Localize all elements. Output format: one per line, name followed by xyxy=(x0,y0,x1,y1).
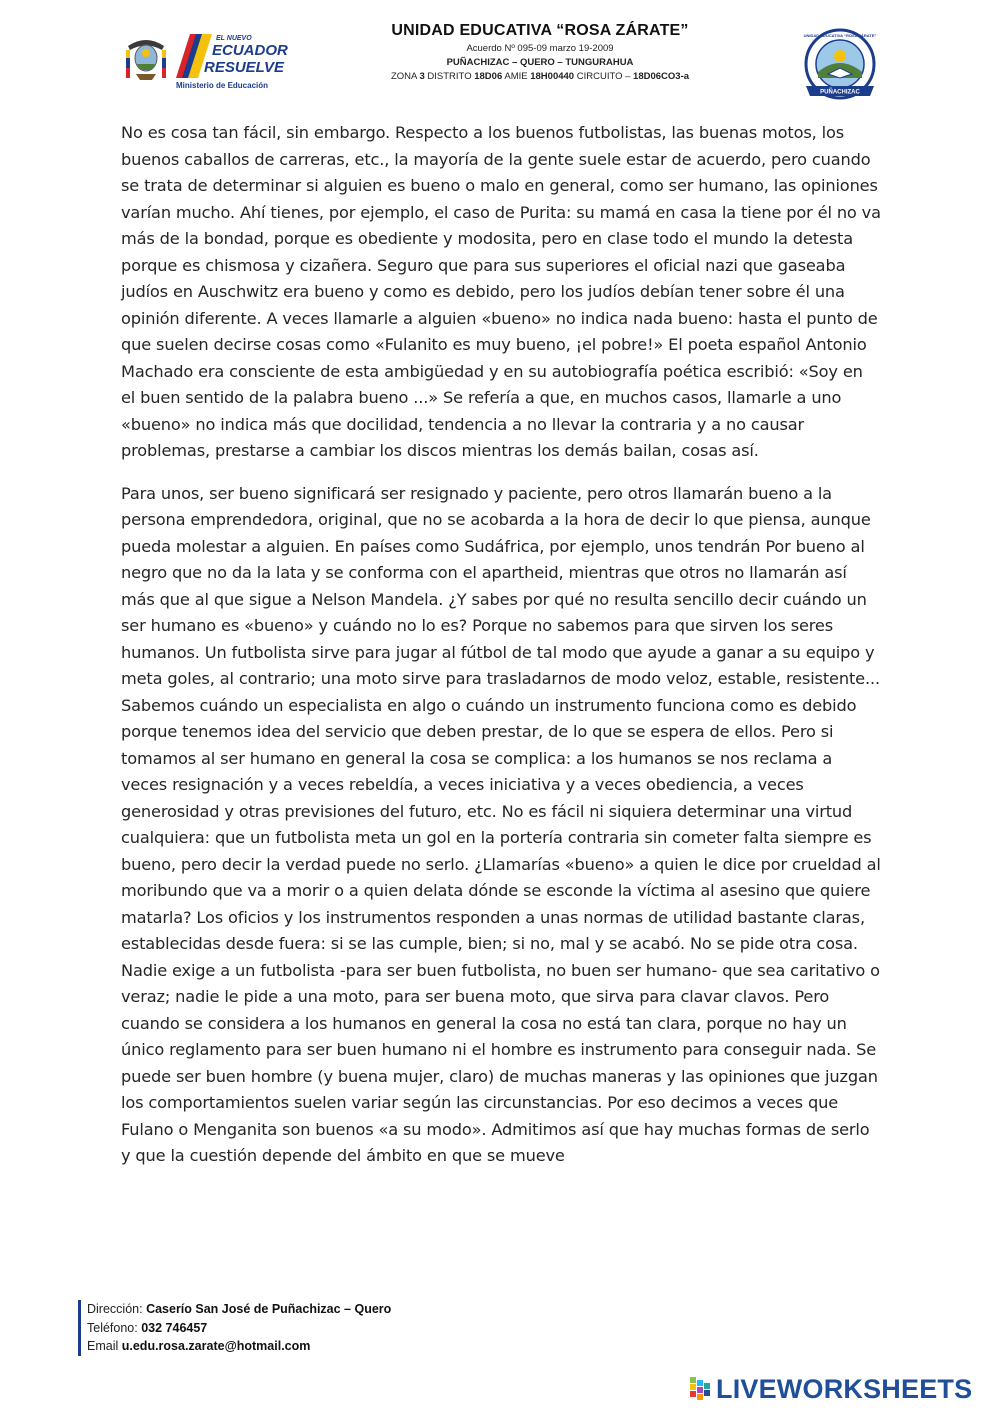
phone-value: 032 746457 xyxy=(141,1320,208,1335)
ecuador-coat-of-arms-icon xyxy=(122,32,170,84)
location-line: PUÑACHIZAC – QUERO – TUNGURAHUA xyxy=(446,57,634,68)
address-label: Dirección: xyxy=(87,1302,143,1316)
zone-line xyxy=(330,71,750,82)
logo-text-ministerio: Ministerio de Educación xyxy=(176,81,269,90)
amie-label: AMIE xyxy=(504,71,528,82)
zone-value: 3 xyxy=(419,71,425,82)
email-label: Email xyxy=(87,1339,119,1353)
paragraph-2: Para unos, ser bueno significará ser resignado y paciente, pero otros llamarán bueno a la persona emprendedora, original, que no se acobarda a la hora de decir lo que piensa, aunque pueda molestar a alguien. En países como Sudáfrica, por ejemplo, unos tendrán Por bueno al negro que no da la lata y se conforma con el apartheid, mientras que otros no llamarán así más que al que sigue a Nelson Mandela. ¿Y sabes por qué no resulta sencillo decir cuándo un ser humano es «bueno» y cuándo no lo es? Porque no sabemos para que sirven los seres humanos. Un futbolista sirve para jugar al fútbol de tal modo que ayude a ganar a su equipo y meta goles, al contrario; una moto sirve para trasladarnos de modo veloz, estable, resistente... Sabemos cuándo un especialista en algo o cuándo un instrumento funciona como es debido porque tenemos idea del servicio que deben prestar, de lo que se espera de ellos. Pero si tomamos al ser humano en general la cosa se complica: a los humanos se nos reclama a veces resignación y a veces rebeldía, a veces iniciativa y a veces obediencia, a veces generosidad y otras previsiones del futuro, etc. No es fácil ni siquiera determinar una virtud cualquiera: que un futbolista meta un gol en la portería contraria sin cometer falta siempre es bueno, pero decir la verdad puede no serlo. ¿Llamarías «bueno» a quien le dice por crueldad al moribundo que va a morir o a quien delata dónde se esconde la víctima al asesino que quiere matarla? Los oficios y los instrumentos responden a unas normas de utilidad bastante claras, establecidas desde fuera: si se las cumple, bien; si no, mal y se acabó. No se pide otra cosa. Nadie exige a un futbolista -para ser buen futbolista, no buen ser humano- que sea caritativo o veraz; nadie le pide a una moto, para ser buena moto, que sirva para clavar clavos. Pero cuando se considera a los humanos en general la cosa no está tan clara, porque no hay un único reglamento para ser buen humano ni el hombre es instrumento para conseguir nada. Se puede ser buen hombre (y buena mujer, claro) de muchas maneras y las opiniones que juzgan los comportamientos suelen variar según las circunstancias. Por eso decimos a veces que Fulano o Menganita son buenos «a su modo». Admitimos así que hay muchas formas de serlo y que la cuestión depende del ámbito en que se mueve xyxy=(121,483,881,1165)
district-value: 18D06 xyxy=(474,71,503,82)
contact-footer xyxy=(78,1300,391,1356)
seal-banner-text: PUÑACHIZAC xyxy=(820,89,860,96)
zone-label: ZONA xyxy=(390,71,417,82)
ecuador-resuelve-logo xyxy=(176,28,294,94)
email-line xyxy=(87,1337,391,1356)
school-header-block xyxy=(330,22,750,82)
district-label: DISTRITO xyxy=(427,71,472,82)
liveworksheets-wordmark: LIVEWORKSHEETS xyxy=(716,1373,973,1404)
seal-ring-text: UNIDAD EDUCATIVA “ROSA ZÁRATE” xyxy=(803,33,877,38)
school-seal-icon xyxy=(800,26,880,106)
phone-line xyxy=(87,1319,391,1338)
address-line xyxy=(87,1300,391,1319)
school-name: UNIDAD EDUCATIVA “ROSA ZÁRATE” xyxy=(391,22,689,39)
email-value: u.edu.rosa.zarate@hotmail.com xyxy=(121,1339,311,1353)
agreement-line: Acuerdo Nº 095-09 marzo 19-2009 xyxy=(466,43,614,54)
page-header xyxy=(0,0,999,110)
address-value: Caserío San José de Puñachizac – Quero xyxy=(146,1302,392,1316)
amie-value: 18H00440 xyxy=(530,71,575,82)
circuit-label: CIRCUITO – xyxy=(576,71,631,82)
reading-text xyxy=(121,120,881,1186)
liveworksheets-brand[interactable] xyxy=(690,1375,972,1403)
paragraph-1: No es cosa tan fácil, sin embargo. Respecto a los buenos futbolistas, las buenas motos, los buenos caballos de carreras, etc., la mayoría de la gente suele estar de acuerdo, pero cuando se trata de determinar si alguien es bueno o malo en general, como ser humano, las opiniones varían mucho. Ahí tienes, por ejemplo, el caso de Purita: su mamá en casa la tiene por él no va más de la bondad, porque es obediente y modosita, pero en clase todo el mundo la detesta porque es chismosa y cizañera. Seguro que para sus superiores el oficial nazi que gaseaba judíos en Auschwitz era bueno y como es debido, pero los judíos debían tener sobre él una opinión diferente. A veces llamarle a alguien «bueno» no indica nada bueno: hasta el punto de que suelen decirse cosas como «Fulanito es muy bueno, ¡el pobre!» El poeta español Antonio Machado era consciente de esta ambigüedad y en su autobiografía poética escribió: «Soy en el buen sentido de la palabra bueno ...» Se refería a que, en muchos casos, llamarle a uno «bueno» no indica más que docilidad, tendencia a no llevar la contraria y a no causar problemas, prestarse a cambiar los discos mientras los demás bailan, cosas así. xyxy=(121,123,881,460)
logo-text-resuelve: RESUELVE xyxy=(204,59,285,76)
logo-text-ecuador: ECUADOR xyxy=(212,42,288,59)
phone-label: Teléfono: xyxy=(87,1320,138,1335)
liveworksheets-icon xyxy=(690,1377,712,1401)
circuit-value: 18D06CO3-a xyxy=(633,71,690,82)
logo-text-el-nuevo: EL NUEVO xyxy=(216,35,252,42)
